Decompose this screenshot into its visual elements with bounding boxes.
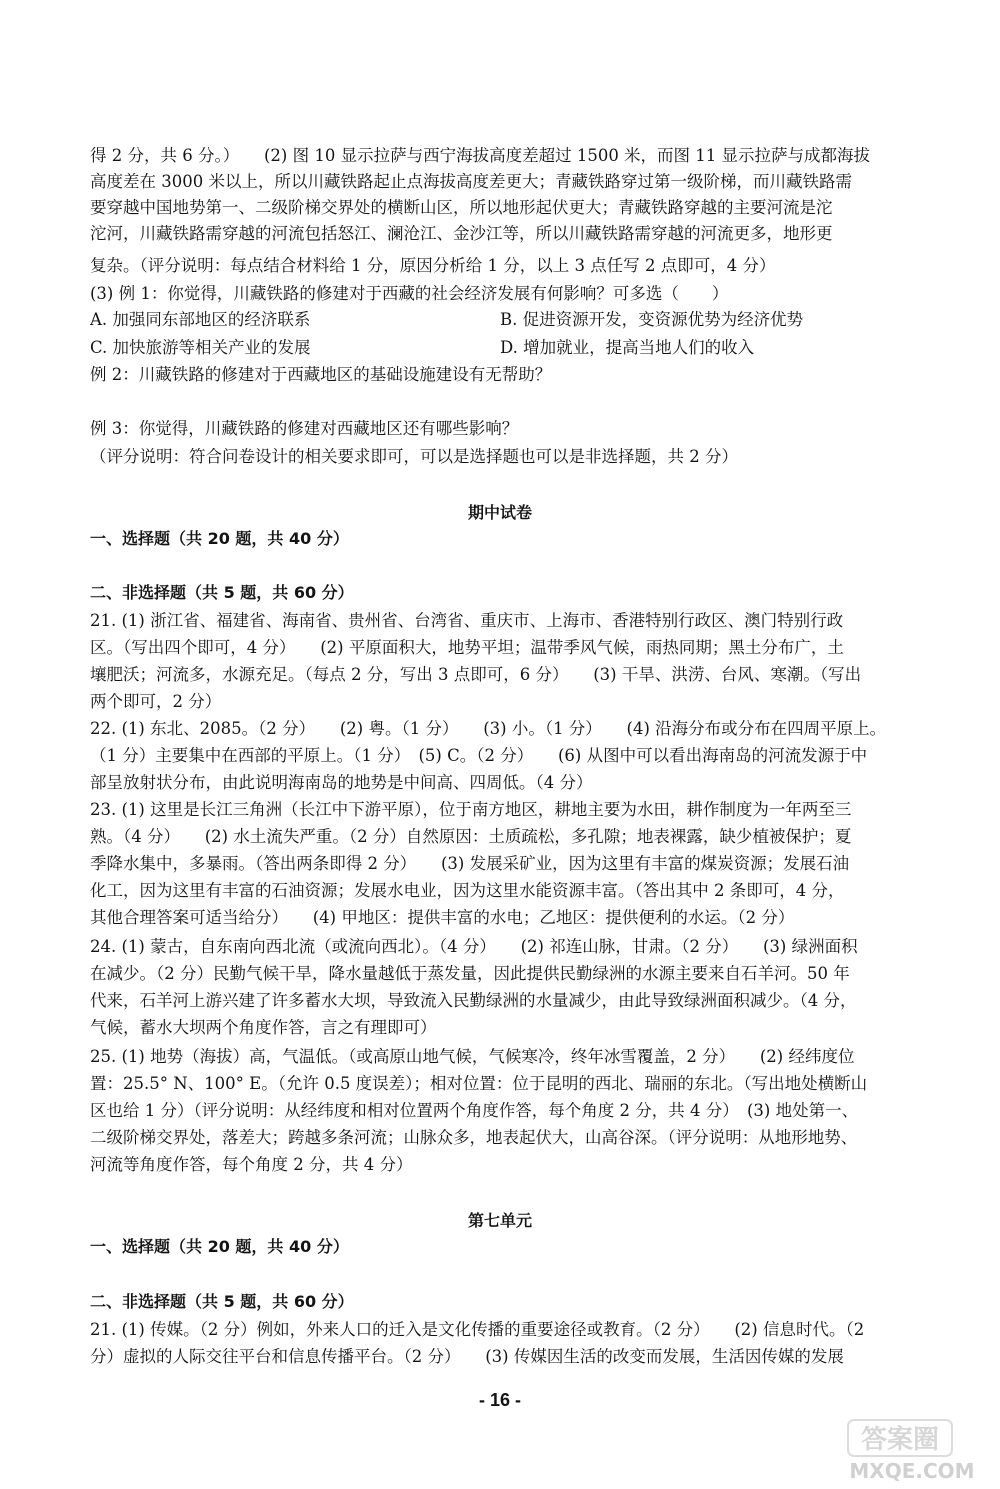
scoring-note: （评分说明：符合问卷设计的相关要求即可，可以是选择题也可以是非选择题，共 2 分） — [90, 447, 738, 466]
text-line: 置：25.5° N、100° E。（允许 0.5 度误差）；相对位置：位于昆明的西北、瑞丽的东北。（写出地处横断山 — [90, 1074, 868, 1093]
text-line: 在减少。（2 分）民勤气候干旱，降水量越低于蒸发量，因此提供民勤绿洲的水源主要来自石羊河。50 年 — [90, 964, 850, 983]
example-3: 例 3：你觉得，川藏铁路的修建对西藏地区还有哪些影响？ — [90, 419, 519, 438]
text-line: 季降水集中，多暴雨。（答出两条即得 2 分） (3) 发展采矿业，因为这里有丰富的煤炭资源；发展石油 — [90, 854, 850, 873]
text-line: 23. (1) 这里是长江三角洲（长江中下游平原），位于南方地区，耕地主要为水田，耕作制度为一年两至三 — [90, 800, 852, 819]
text-line: 沱河，川藏铁路需穿越的河流包括怒江、澜沧江、金沙江等，所以川藏铁路需穿越的河流更多，地形更 — [90, 224, 833, 243]
text-line: 壤肥沃；河流多，水源充足。（每点 2 分，写出 3 点即可，6 分） (3) 干旱、洪涝、台风、寒潮。（写出 — [90, 665, 862, 684]
text-line: 22. (1) 东北、2085。（2 分） (2) 粤。（1 分） (3) 小。（1 分） (4) 沿海分布或分布在四周平原上。 — [90, 719, 887, 738]
option-d: D. 增加就业，提高当地人们的收入 — [500, 338, 755, 357]
text-line: 化工，因为这里有丰富的石油资源；发展水电业，因为这里水能资源丰富。（答出其中 2 条即可，4 分， — [90, 881, 845, 900]
option-row — [90, 335, 910, 361]
text-line: 其他合理答案可适当给分） (4) 甲地区：提供丰富的水电；乙地区：提供便利的水运。（2 分） — [90, 908, 795, 927]
text-line: （1 分）主要集中在西部的平原上。（1 分） (5) C。（2 分） (6) 从图中可以看出海南岛的河流发源于中 — [90, 746, 868, 765]
watermark-bottom: MXQE.COM — [849, 1459, 975, 1483]
text-line: 部呈放射状分布，由此说明海南岛的地势是中间高、四周低。（4 分） — [90, 773, 593, 792]
watermark-logo — [802, 1418, 992, 1484]
text-line: 21. (1) 浙江省、福建省、海南省、贵州省、台湾省、重庆市、上海市、香港特别行政区、澳门特别行政 — [90, 611, 844, 630]
text-line: 代来，石羊河上游兴建了许多蓄水大坝，导致流入民勤绿洲的水量减少，由此导致绿洲面积减少。（4 分， — [90, 991, 857, 1010]
text-line: 高度差在 3000 米以上，所以川藏铁路起止点海拔高度差更大；青藏铁路穿过第一级阶梯，而川藏铁路需 — [90, 172, 852, 191]
choice-header: 一、选择题（共 20 题，共 40 分） — [90, 1237, 349, 1256]
text-line: 两个即可，2 分） — [90, 692, 222, 711]
page-number: - 16 - — [478, 1390, 521, 1410]
section-title-midterm: 期中试卷 — [467, 503, 532, 522]
text-line: 21. (1) 传媒。（2 分）例如，外来人口的迁入是文化传播的重要途径或教育。（2 分） (2) 信息时代。（2 — [90, 1320, 865, 1339]
text-line: 得 2 分，共 6 分。） (2) 图 10 显示拉萨与西宁海拔高度差超过 1500 米，而图 11 显示拉萨与成都海拔 — [90, 146, 871, 165]
option-c: C. 加快旅游等相关产业的发展 — [90, 338, 311, 357]
option-b: B. 促进资源开发，变资源优势为经济优势 — [500, 310, 804, 329]
text-line: 区也给 1 分）（评分说明：从经纬度和相对位置两个角度作答，每个角度 2 分，共 4 分） (3) 地处第一、 — [90, 1101, 859, 1120]
text-line: 区。（写出四个即可，4 分） (2) 平原面积大，地势平坦；温带季风气候，雨热同期；黑土分布广，土 — [90, 638, 844, 657]
text-line: 二级阶梯交界处，落差大；跨越多条河流；山脉众多，地表起伏大，山高谷深。（评分说明：从地形地势、 — [90, 1128, 858, 1147]
section-title-unit7: 第七单元 — [467, 1211, 532, 1230]
nonchoice-header: 二、非选择题（共 5 题，共 60 分） — [90, 583, 354, 602]
nonchoice-header: 二、非选择题（共 5 题，共 60 分） — [90, 1292, 354, 1311]
text-line: (3) 例 1：你觉得，川藏铁路的修建对于西藏的社会经济发展有何影响？可多选（ ） — [90, 284, 729, 303]
option-row — [90, 307, 910, 333]
choice-header: 一、选择题（共 20 题，共 40 分） — [90, 529, 349, 548]
text-line: 分）虚拟的人际交往平台和信息传播平台。（2 分） (3) 传媒因生活的改变而发展，生活因传媒的发展 — [90, 1347, 844, 1366]
watermark-top: 答案圈 — [860, 1425, 940, 1455]
option-a: A. 加强同东部地区的经济联系 — [90, 310, 311, 329]
text-line: 25. (1) 地势（海拔）高，气温低。（或高原山地气候，气候寒冷，终年冰雪覆盖，2 分） (2) 经纬度位 — [90, 1047, 855, 1066]
text-line: 24. (1) 蒙古，自东南向西北流（或流向西北）。（4 分） (2) 祁连山脉，甘肃。（2 分） (3) 绿洲面积 — [90, 937, 858, 956]
text-line: 复杂。（评分说明：每点结合材料给 1 分，原因分析给 1 分，以上 3 点任写 2 点即可，4 分） — [90, 256, 776, 275]
text-line: 要穿越中国地势第一、二级阶梯交界处的横断山区，所以地形起伏更大；青藏铁路穿越的主要河流是沱 — [90, 198, 833, 217]
example-2: 例 2：川藏铁路的修建对于西藏地区的基础设施建设有无帮助？ — [90, 365, 552, 384]
text-line: 熟。（4 分） (2) 水土流失严重。（2 分）自然原因：土质疏松，多孔隙；地表裸露，缺少植被保护；夏 — [90, 827, 852, 846]
text-line: 气候，蓄水大坝两个角度作答，言之有理即可） — [90, 1018, 437, 1037]
text-line: 河流等角度作答，每个角度 2 分，共 4 分） — [90, 1155, 413, 1174]
